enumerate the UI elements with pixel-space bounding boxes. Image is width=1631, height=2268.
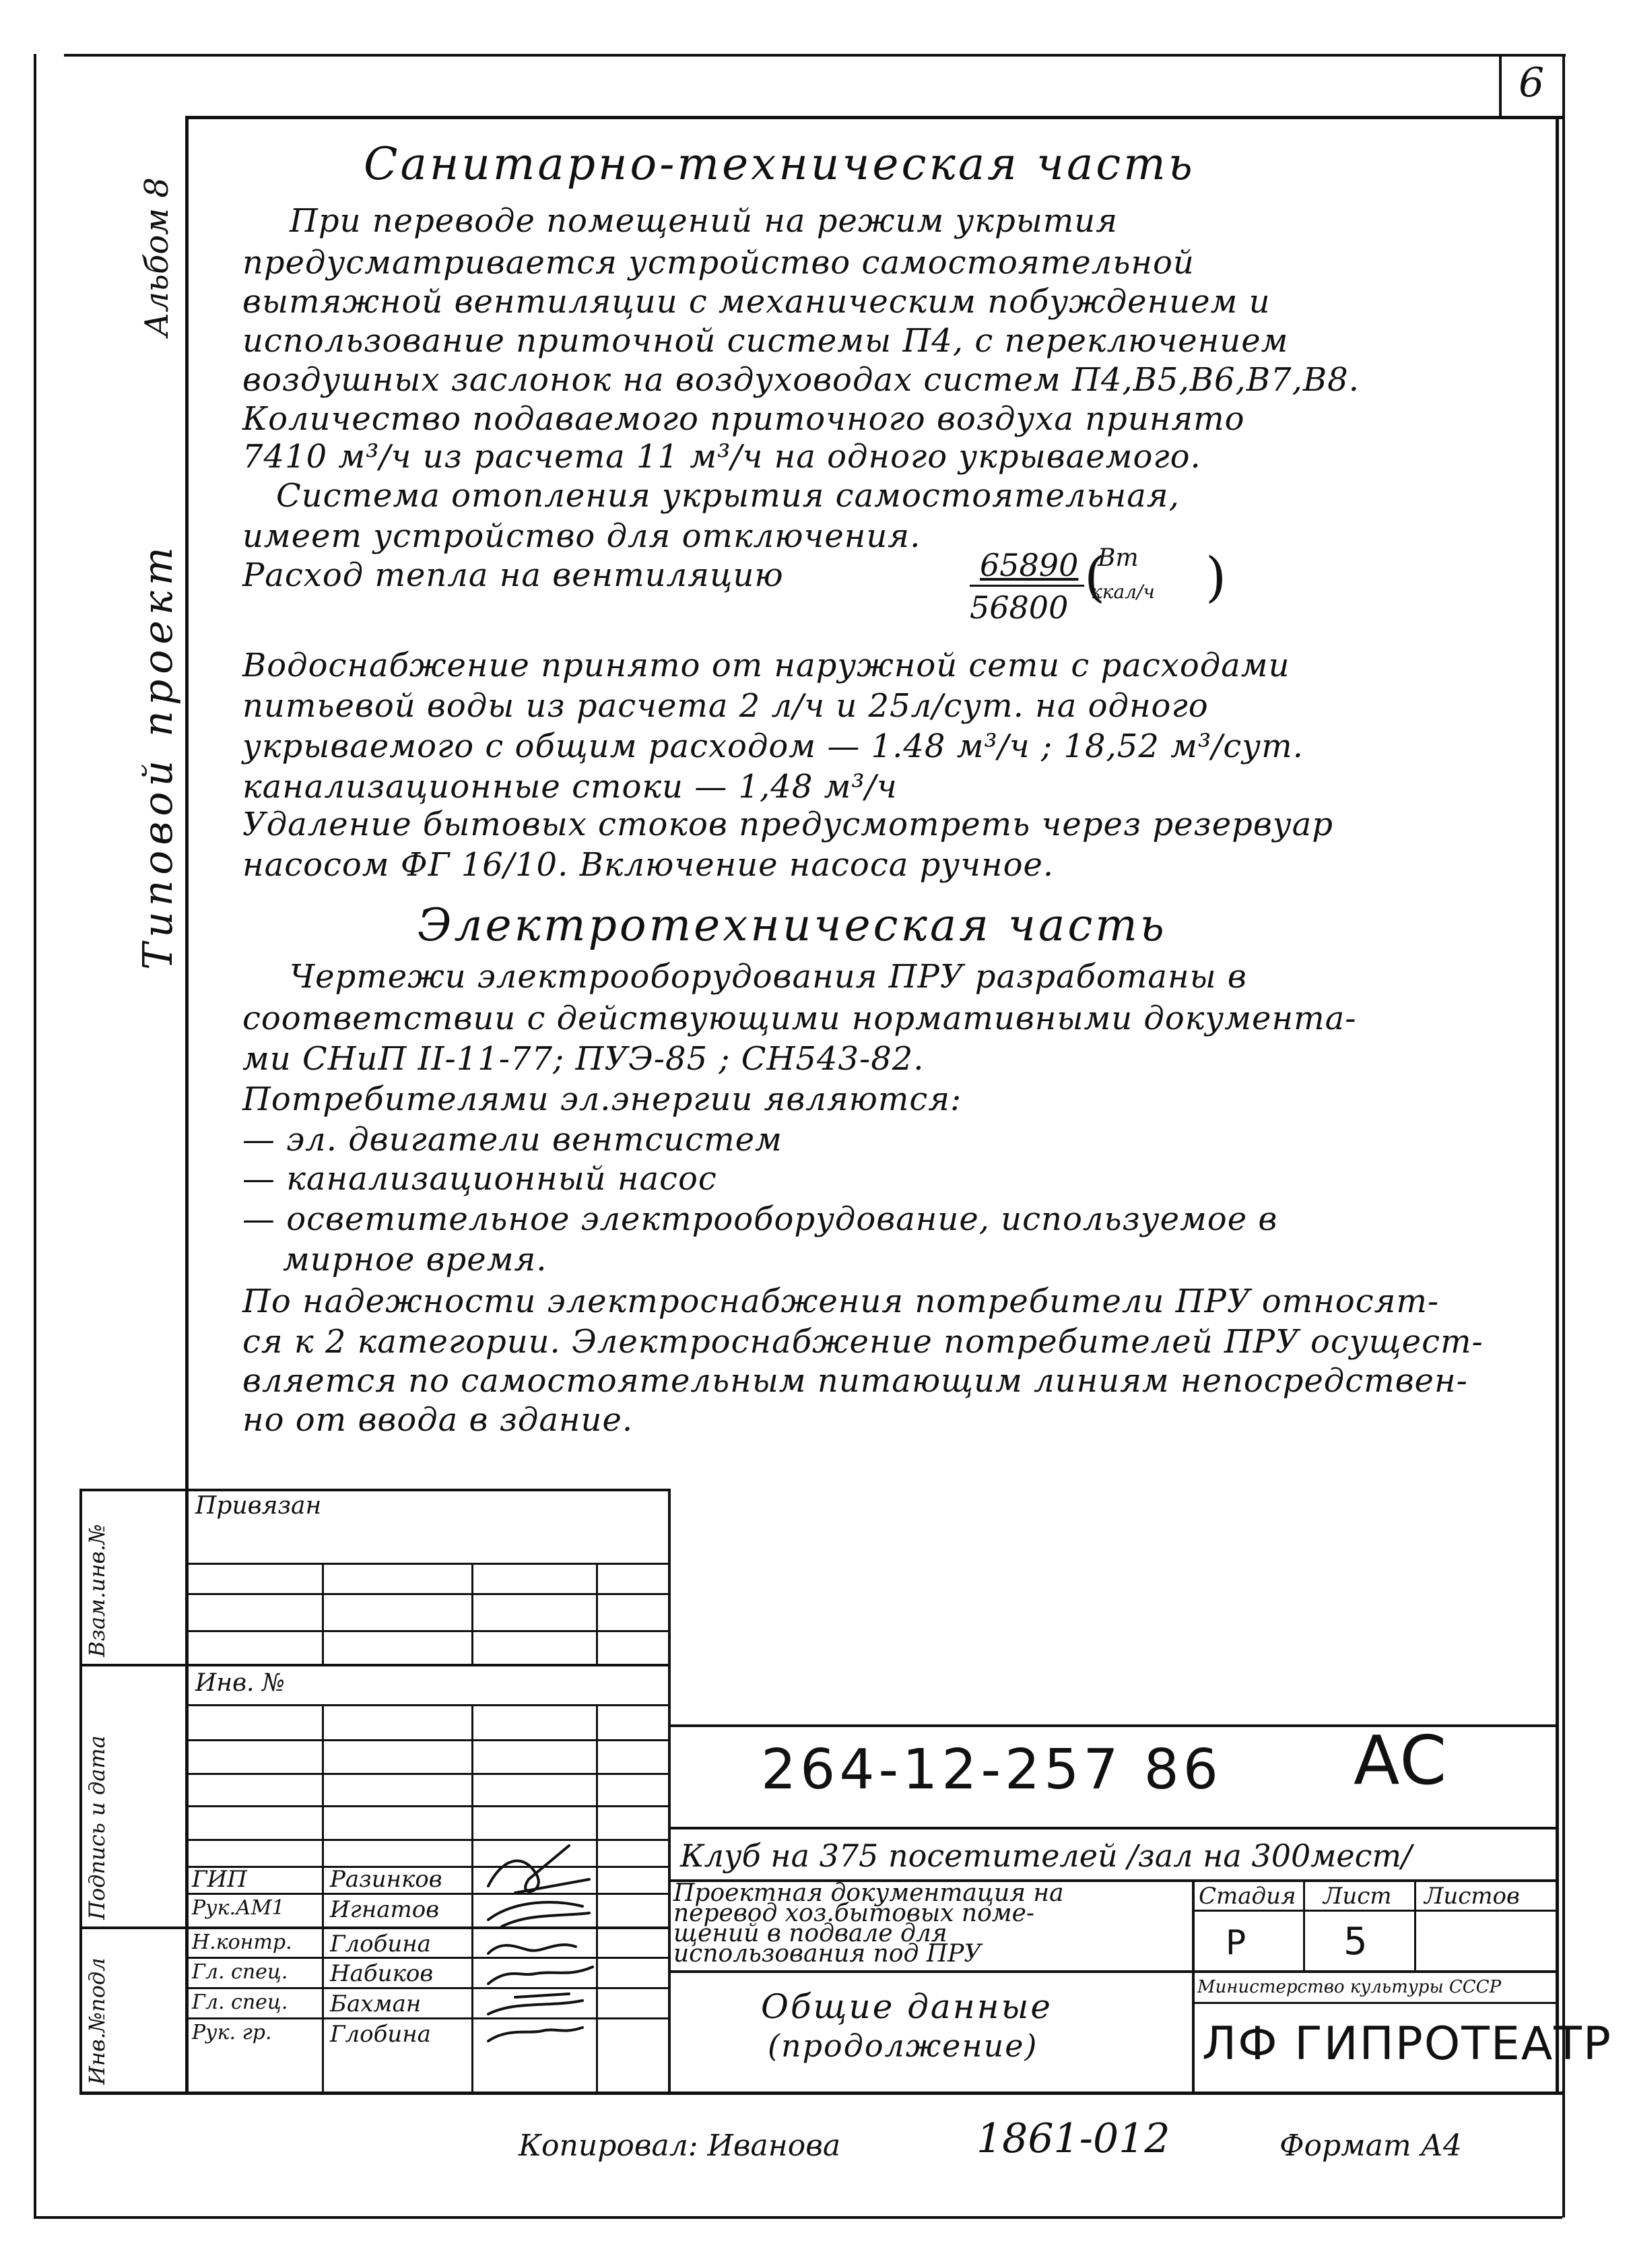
inv-podl-label: Инв.№подл: [84, 1957, 110, 2085]
description-line: Проектная документация на: [673, 1879, 1064, 1907]
paren-close: ): [1205, 546, 1227, 608]
side-div-2: [79, 1926, 187, 1929]
stadia-value: Р: [1226, 1923, 1246, 1962]
heat-unit-top: Вт: [1098, 544, 1139, 572]
heat-label: Расход тепла на вентиляцию: [242, 556, 784, 594]
fraction-bar: [970, 585, 1084, 587]
description-line: использования под ПРУ: [673, 1940, 982, 1968]
side-strip-left: [79, 1489, 82, 2095]
text-line: — эл. двигатели вентсистем: [242, 1121, 783, 1159]
text-line: ся к 2 категории. Электроснабжение потребителей ПРУ осущест-: [242, 1323, 1484, 1361]
text-line: 7410 м³/ч из расчета 11 м³/ч на одного укрываемого.: [242, 438, 1201, 476]
name-cell: Глобина: [330, 2021, 431, 2048]
text-line: соответствии с действующими нормативными документа-: [242, 1000, 1357, 1037]
grid-v: [1192, 1879, 1195, 2095]
grid-v: [596, 1563, 598, 1664]
text-line: питьевой воды из расчета 2 л/ч и 25л/сут. на одного: [242, 687, 1209, 725]
inv-no-label: Инв. №: [195, 1669, 286, 1697]
role-cell: Рук.АМ1: [192, 1896, 285, 1920]
name-cell: Набиков: [330, 1960, 434, 1987]
frame-right-outer: [1562, 54, 1565, 2217]
doc-code: 264-12-257 86: [761, 1738, 1222, 1802]
text-line: использование приточной системы П4, с переключением: [242, 322, 1289, 360]
grid-h: [1192, 1910, 1558, 1912]
role-cell: Гл. спец.: [192, 1960, 288, 1984]
text-line: но от ввода в здание.: [242, 1401, 634, 1439]
side-div-1: [79, 1664, 187, 1666]
text-line: укрываемого с общим расходом — 1.48 м³/ч ; 18,52 м³/сут.: [242, 727, 1304, 765]
name-cell: Разинков: [330, 1866, 442, 1893]
heat-numerator: 65890: [980, 547, 1079, 583]
role-cell: Н.контр.: [192, 1931, 292, 1954]
text-line: — осветительное электрооборудование, используемое в: [242, 1200, 1278, 1238]
grid-h: [1192, 2002, 1558, 2004]
project-label: Типовой проект: [135, 542, 182, 970]
grid-v: [1414, 1879, 1416, 1970]
grid-v: [1303, 1879, 1305, 1970]
role-cell: ГИП: [192, 1866, 247, 1893]
text-line: Водоснабжение принято от наружной сети с расходами: [242, 647, 1290, 684]
signature-ruk: [488, 1902, 589, 1926]
text-line: ми СНиП II-11-77; ПУЭ-85 ; СН543-82.: [242, 1040, 925, 1078]
stamp-top-left: [185, 1489, 670, 1491]
grid-h: [668, 1970, 1558, 1973]
format-label: Формат А4: [1279, 2129, 1462, 2163]
signature-glspec2: [488, 1994, 582, 2014]
heading-electrical: Электротехническая часть: [418, 899, 1167, 951]
heat-denominator: 56800: [970, 589, 1069, 626]
page-box-left: [1499, 54, 1502, 118]
heat-unit-bottom: ккал/ч: [1091, 581, 1155, 603]
stamp-right-left: [668, 1489, 671, 2095]
description-line: перевод хоз.бытовых поме-: [673, 1900, 1035, 1927]
frame-left: [185, 116, 189, 2093]
frame-right: [1556, 116, 1559, 2093]
copied-by: Копировал: Иванова: [519, 2129, 841, 2163]
podpis-label: Подпись и дата: [84, 1735, 110, 1920]
role-cell: Рук. гр.: [192, 2021, 272, 2044]
list-label: Лист: [1323, 1883, 1392, 1910]
signatures: [475, 1832, 603, 2048]
grid-h: [185, 1664, 670, 1666]
text-line: Система отопления укрытия самостоятельная,: [276, 477, 1180, 515]
text-line: канализационные стоки — 1,48 м³/ч: [242, 768, 898, 806]
album-label: Альбом 8: [138, 177, 176, 337]
name-cell: Бахман: [330, 1990, 422, 2017]
frame-bottom: [79, 2092, 1562, 2095]
vzam-inv-label: Взам.инв.№: [84, 1524, 110, 1657]
text-line: предусматривается устройство самостоятельной: [242, 244, 1195, 282]
grid-h: [668, 1827, 1558, 1829]
frame-top-outer: [64, 54, 1566, 57]
text-line: насосом ФГ 16/10. Включение насоса ручное.: [242, 846, 1055, 884]
description-line: щений в подвале для: [673, 1920, 947, 1947]
signature-rukgr: [488, 2028, 582, 2041]
paren-open: (: [1084, 546, 1106, 608]
grid-v: [322, 1704, 324, 2095]
text-line: — канализационный насос: [242, 1160, 717, 1198]
sheet-title-line: (продолжение): [768, 2028, 1038, 2064]
archive-number: 1861-012: [976, 2115, 1170, 2162]
grid-v: [471, 1563, 473, 1664]
role-cell: Гл. спец.: [192, 1990, 288, 2014]
sheet-title-line: Общие данные: [761, 1987, 1053, 2026]
object-name: Клуб на 375 посетителей /зал на 300мест/: [680, 1838, 1412, 1874]
frame-left-outer: [34, 54, 36, 2216]
org-name: ЛФ ГИПРОТЕАТР: [1202, 2017, 1612, 2071]
text-line: По надежности электроснабжения потребители ПРУ относят-: [242, 1283, 1440, 1320]
text-line: Удаление бытовых стоков предусмотреть через резервуар: [242, 806, 1333, 843]
stadia-label: Стадия: [1199, 1883, 1296, 1910]
text-line: При переводе помещений на режим укрытия: [290, 202, 1118, 240]
page-number: 6: [1519, 59, 1545, 106]
privyazan-label: Привязан: [195, 1492, 322, 1520]
grid-v: [471, 1704, 473, 2095]
text-line: Количество подаваемого приточного воздуха принято: [242, 400, 1245, 438]
heading-sanitary: Санитарно-техническая часть: [364, 138, 1195, 190]
text-line: вытяжной вентиляции с механическим побуждением и: [242, 283, 1271, 321]
doc-type: АС: [1354, 1721, 1447, 1800]
text-line: Потребителями эл.энергии являются:: [242, 1080, 962, 1118]
text-line: имеет устройство для отключения.: [242, 517, 921, 555]
grid-v: [322, 1563, 324, 1664]
name-cell: Глобина: [330, 1931, 431, 1957]
text-line: воздушных заслонок на воздуховодах систем П4,В5,В6,В7,В8.: [242, 361, 1360, 399]
text-line: Чертежи электрооборудования ПРУ разработаны в: [290, 958, 1247, 996]
frame-top: [185, 116, 1562, 119]
listov-label: Листов: [1424, 1883, 1520, 1910]
frame-bottom-outer: [34, 2216, 1562, 2219]
list-value: 5: [1343, 1920, 1368, 1964]
ministry-label: Министерство культуры СССР: [1197, 1977, 1502, 1997]
signature-gip: [488, 1846, 589, 1893]
side-strip-top: [79, 1489, 187, 1491]
signature-nkontr: [488, 1945, 576, 1953]
text-line: мирное время.: [283, 1241, 547, 1278]
name-cell: Игнатов: [330, 1896, 439, 1923]
text-line: вляется по самостоятельным питающим линиям непосредствен-: [242, 1362, 1468, 1400]
signature-glspec: [488, 1967, 593, 1984]
